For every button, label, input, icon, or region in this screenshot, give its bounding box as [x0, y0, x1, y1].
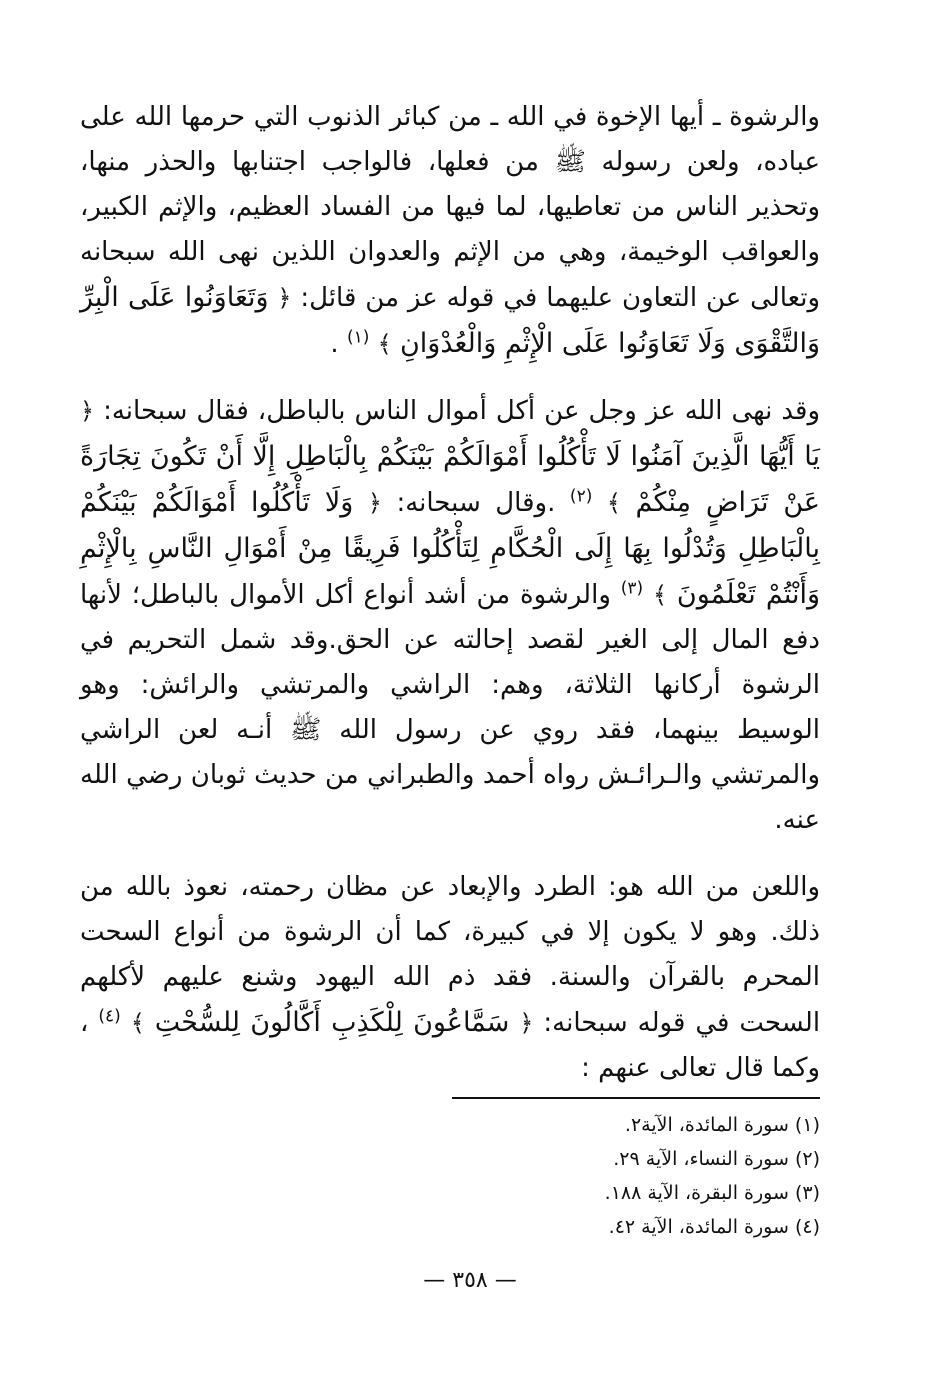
ornate-brace-close: ﴾: [652, 581, 668, 609]
footnote-ref: (٤): [98, 1006, 121, 1027]
paragraph-text: واللعن من الله هو: الطرد والإبعاد عن مظان رحمته، نعوذ بالله من ذلك. وهو لا يكون إلا في كبيرة، كما أن الرشوة من أنواع السحت المحرم بالقرآن والسنة. فقد ذم الله اليهود وشنع عليهم لأكلهم السحت في قوله سبحانه:: [80, 872, 821, 1038]
footnote-item: (٢) سورة النساء، الآية ٢٩.: [613, 1148, 820, 1170]
ornate-brace-open: ﴿: [519, 1009, 534, 1037]
footnote-ref: (٣): [620, 578, 644, 599]
footnote-ref: (٢): [569, 486, 593, 507]
page-number: — ٣٥٨ —: [423, 1268, 517, 1293]
footnotes: [320, 1108, 820, 1244]
footnote-item: (١) سورة المائدة، الآية٢.: [624, 1114, 820, 1136]
ornate-brace-close: ﴾: [377, 330, 392, 358]
paragraph-1: [80, 95, 820, 367]
paragraph-2: [80, 389, 820, 843]
quran-verse: وَتَعَاوَنُوا عَلَى الْبِرِّ وَالتَّقْوَى وَلَا تَعَاوَنُوا عَلَى الْإِثْمِ وَالْعُدْوَانِ: [80, 282, 820, 359]
ornate-brace-open: ﴿: [367, 489, 382, 517]
paragraph-text: .وقال سبحانه:: [396, 488, 556, 518]
quran-verse: يَا أَيُّهَا الَّذِينَ آمَنُوا لَا تَأْكُلُوا أَمْوَالَكُمْ بَيْنَكُمْ بِالْبَاطِلِ إِلَّا أَنْ تَكُونَ تِجَارَةً عَنْ تَرَاضٍ مِنْكُمْ: [80, 441, 820, 518]
quran-verse: سَمَّاعُونَ لِلْكَذِبِ أَكَّالُونَ لِلسُّحْتِ: [154, 1007, 510, 1038]
paragraph-text: ، وكما قال تعالى عنهم :: [80, 1008, 820, 1083]
footnote-item: (٣) سورة البقرة، الآية ١٨٨.: [604, 1182, 820, 1204]
footnote-ref: (١): [346, 327, 370, 348]
paragraph-text: .: [330, 329, 339, 359]
quran-verse: وَلَا تَأْكُلُوا أَمْوَالَكُمْ بَيْنَكُمْ بِالْبَاطِلِ وَتُدْلُوا بِهَا إِلَى الْحُكَّامِ لِتَأْكُلُوا فَرِيقًا مِنْ أَمْوَالِ النَّاسِ بِالْإِثْمِ وَأَنْتُمْ تَعْلَمُونَ: [80, 487, 821, 610]
ornate-brace-close: ﴾: [606, 489, 621, 517]
ornate-brace-open: ﴿: [80, 397, 95, 425]
paragraph-text: والرشوة من أشد أنواع أكل الأموال بالباطل؛ لأنها دفع المال إلى الغير لقصد إحالته عن الحق.وقد شمل التحريم في الرشوة أركانها الثلاثة، وهم: الراشي والمرتشي والرائش: وهو الوسيط بينهما، فقد روي عن رسول الله ﷺ أنـه لعن الراشي والمرتشي والـرائـش رواه أحمد والطبراني من حديث ثوبان رضي الله عنه.: [80, 580, 820, 835]
paragraph-text: والرشوة ـ أيها الإخوة في الله ـ من كبائر الذنوب التي حرمها الله على عباده، ولعن رسوله ﷺ من فعلها، فالواجب اجتنابها والحذر منها، وتحذير الناس من تعاطيها، لما فيها من الفساد العظيم، والإثم الكبير، والعواقب الوخيمة، وهي من الإثم والعدوان اللذين نهى الله سبحانه وتعالى عن التعاون عليهما في قوله عز من قائل:: [80, 102, 821, 313]
paragraph-text: وقد نهى الله عز وجل عن أكل أموال الناس بالباطل، فقال سبحانه:: [103, 396, 820, 426]
ornate-brace-close: ﴾: [130, 1009, 145, 1037]
paragraph-3: [80, 865, 820, 1091]
ornate-brace-open: ﴿: [277, 284, 292, 312]
page-body: [80, 95, 820, 1113]
footnote-divider: [452, 1097, 820, 1099]
footnote-item: (٤) سورة المائدة، الآية ٤٢.: [608, 1216, 820, 1238]
